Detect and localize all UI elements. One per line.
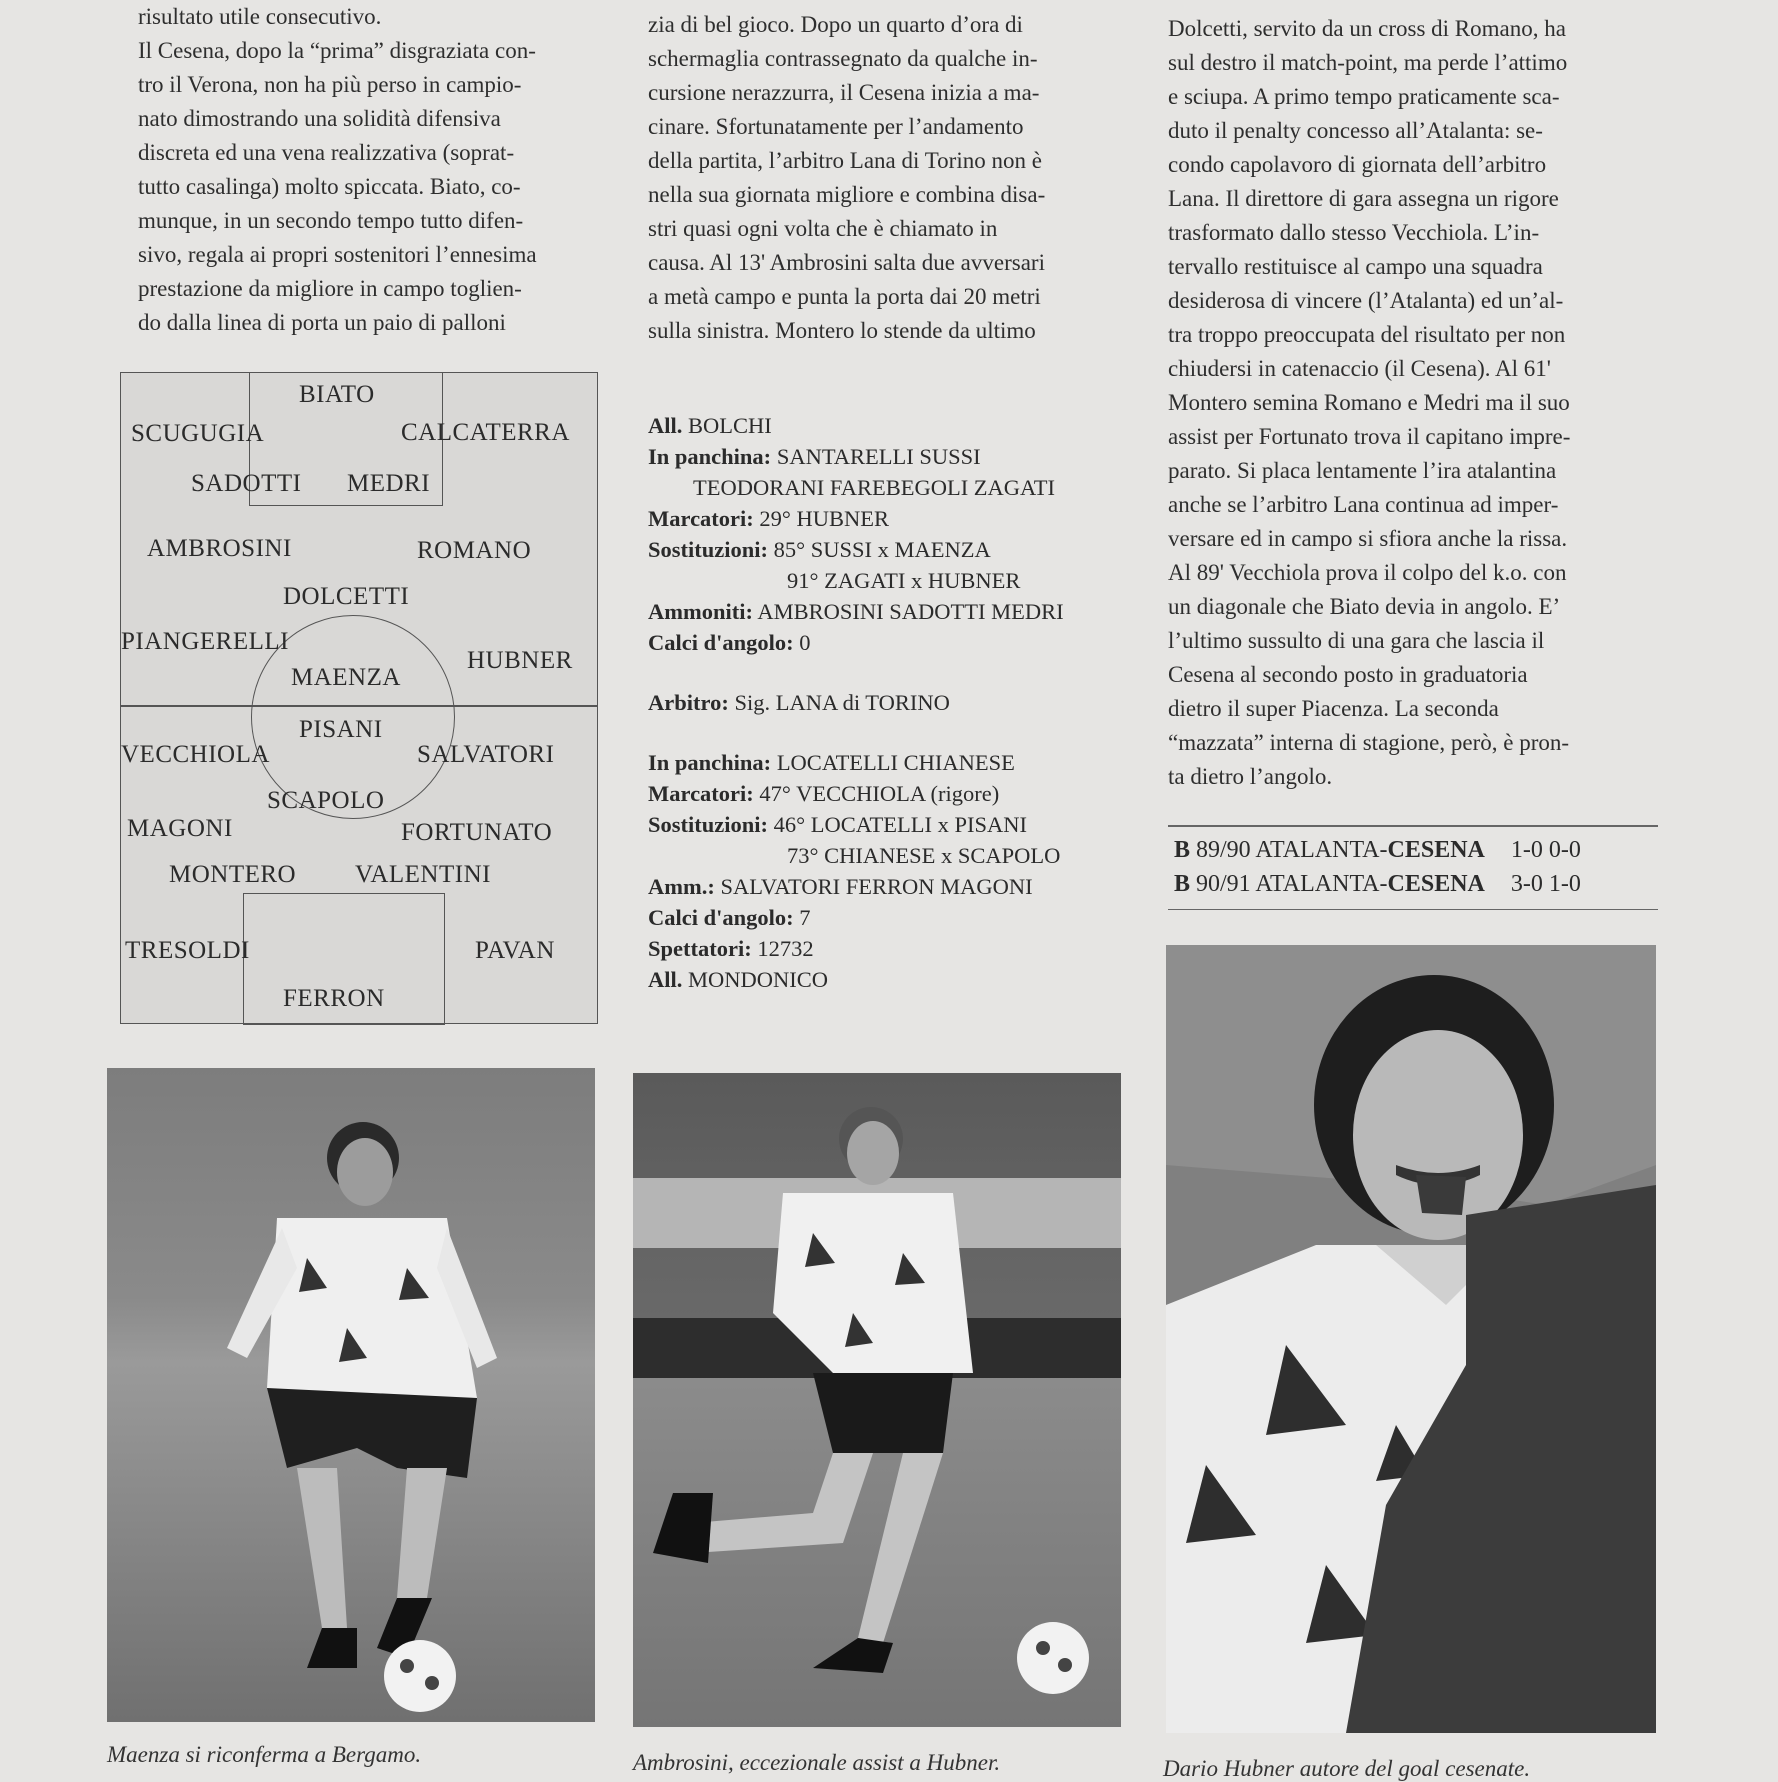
player-magoni: MAGONI bbox=[127, 815, 233, 842]
text-line: risultato utile consecutivo. bbox=[138, 4, 382, 29]
text-line: do dalla linea di porta un paio di palloni bbox=[138, 310, 506, 335]
player-calcaterra: CALCATERRA bbox=[401, 419, 570, 446]
text-line: un diagonale che Biato devia in angolo. E’ bbox=[1168, 594, 1561, 619]
player-dribbling-image bbox=[633, 1073, 1121, 1727]
text-line: schermaglia contrassegnato da qualche in- bbox=[648, 46, 1038, 71]
text-line: nato dimostrando una solidità difensiva bbox=[138, 106, 501, 131]
player-fortunato: FORTUNATO bbox=[401, 819, 553, 846]
atalanta-corners: Calci d'angolo: 7 bbox=[648, 905, 811, 930]
caption-photo-2: Ambrosini, eccezionale assist a Hubner. bbox=[633, 1750, 1001, 1775]
cesena-bench: In panchina: SANTARELLI SUSSI bbox=[648, 444, 981, 469]
text-line: discreta ed una vena realizzativa (soprat- bbox=[138, 140, 515, 165]
player-running-image bbox=[107, 1068, 595, 1722]
formation-diagram bbox=[120, 372, 598, 1024]
player-scapolo: SCAPOLO bbox=[267, 787, 385, 814]
text-line: Al 89' Vecchiola prova il colpo del k.o. con bbox=[1168, 560, 1567, 585]
atalanta-subs: Sostituzioni: 46° LOCATELLI x PISANI bbox=[648, 812, 1027, 837]
spectators: Spettatori: 12732 bbox=[648, 936, 814, 961]
player-vecchiola: VECCHIOLA bbox=[121, 741, 270, 768]
photo-maenza bbox=[107, 1068, 595, 1722]
player-sadotti: SADOTTI bbox=[191, 470, 302, 497]
text-line: zia di bel gioco. Dopo un quarto d’ora di bbox=[648, 12, 1023, 37]
player-portrait-image bbox=[1166, 945, 1656, 1733]
text-line: stri quasi ogni volta che è chiamato in bbox=[648, 216, 998, 241]
text-line: cursione nerazzurra, il Cesena inizia a ma- bbox=[648, 80, 1040, 105]
atalanta-scorers: Marcatori: 47° VECCHIOLA (rigore) bbox=[648, 781, 1000, 806]
result-row: B 90/91 ATALANTA-CESENA 3-0 1-0 bbox=[1174, 870, 1581, 897]
text-line: chiudersi in catenaccio (il Cesena). Al 61' bbox=[1168, 356, 1551, 381]
text-line: “mazzata” interna di stagione, però, è pron- bbox=[1168, 730, 1570, 755]
player-medri: MEDRI bbox=[347, 470, 431, 497]
text-line: tro il Verona, non ha più perso in campio- bbox=[138, 72, 522, 97]
player-montero: MONTERO bbox=[169, 861, 297, 888]
text-line: trasformato dallo stesso Vecchiola. L’in- bbox=[1168, 220, 1540, 245]
player-ambrosini: AMBROSINI bbox=[147, 535, 292, 562]
atalanta-coach: All. MONDONICO bbox=[648, 967, 829, 992]
text-line: anche se l’arbitro Lana continua ad imper- bbox=[1168, 492, 1559, 517]
player-piangerelli: PIANGERELLI bbox=[121, 628, 289, 655]
photo-ambrosini bbox=[633, 1073, 1121, 1727]
cesena-subs-cont: 91° ZAGATI x HUBNER bbox=[787, 568, 1021, 593]
player-maenza: MAENZA bbox=[291, 664, 401, 691]
player-salvatori: SALVATORI bbox=[417, 741, 555, 768]
text-line: prestazione da migliore in campo toglien- bbox=[138, 276, 522, 301]
cesena-subs: Sostituzioni: 85° SUSSI x MAENZA bbox=[648, 537, 991, 562]
text-line: condo capolavoro di giornata dell’arbitro bbox=[1168, 152, 1547, 177]
article-column-1 bbox=[138, 0, 608, 340]
text-line: tutto casalinga) molto spiccata. Biato, co- bbox=[138, 174, 521, 199]
result-row: B 89/90 ATALANTA-CESENA 1-0 0-0 bbox=[1174, 836, 1581, 863]
text-line: a metà campo e punta la porta dai 20 metri bbox=[648, 284, 1041, 309]
player-scugugia: SCUGUGIA bbox=[131, 420, 265, 447]
text-line: duto il penalty concesso all’Atalanta: se- bbox=[1168, 118, 1543, 143]
text-line: versare ed in campo si sfiora anche la rissa. bbox=[1168, 526, 1568, 551]
text-line: cinare. Sfortunatamente per l’andamento bbox=[648, 114, 1024, 139]
article-column-2 bbox=[648, 0, 1134, 348]
text-line: munque, in un secondo tempo tutto difen- bbox=[138, 208, 524, 233]
text-line: ta dietro l’angolo. bbox=[1168, 764, 1333, 789]
player-tresoldi: TRESOLDI bbox=[125, 937, 250, 964]
text-line: sulla sinistra. Montero lo stende da ultimo bbox=[648, 318, 1036, 343]
player-romano: ROMANO bbox=[417, 537, 532, 564]
player-ferron: FERRON bbox=[283, 985, 385, 1012]
divider bbox=[1168, 909, 1658, 911]
text-line: assist per Fortunato trova il capitano impre- bbox=[1168, 424, 1571, 449]
text-line: Montero semina Romano e Medri ma il suo bbox=[1168, 390, 1570, 415]
atalanta-booked: Amm.: SALVATORI FERRON MAGONI bbox=[648, 874, 1033, 899]
text-line: Il Cesena, dopo la “prima” disgraziata con- bbox=[138, 38, 536, 63]
article-column-3 bbox=[1168, 0, 1658, 794]
player-biato: BIATO bbox=[299, 381, 375, 408]
text-line: nella sua giornata migliore e combina disa- bbox=[648, 182, 1046, 207]
cesena-scorers: Marcatori: 29° HUBNER bbox=[648, 506, 890, 531]
text-line: della partita, l’arbitro Lana di Torino non è bbox=[648, 148, 1042, 173]
text-line: parato. Si placa lentamente l’ira atalantina bbox=[1168, 458, 1557, 483]
text-line: tervallo restituisce al campo una squadra bbox=[1168, 254, 1543, 279]
caption-photo-1: Maenza si riconferma a Bergamo. bbox=[107, 1742, 422, 1767]
cesena-bench-cont: TEODORANI FAREBEGOLI ZAGATI bbox=[693, 475, 1056, 500]
text-line: desiderosa di vincere (l’Atalanta) ed un’al- bbox=[1168, 288, 1564, 313]
player-pavan: PAVAN bbox=[475, 937, 555, 964]
caption-photo-3: Dario Hubner autore del goal cesenate. bbox=[1163, 1756, 1531, 1781]
text-line: tra troppo preoccupata del risultato per non bbox=[1168, 322, 1566, 347]
atalanta-bench: In panchina: LOCATELLI CHIANESE bbox=[648, 750, 1015, 775]
text-line: e sciupa. A primo tempo praticamente sca- bbox=[1168, 84, 1560, 109]
text-line: sul destro il match-point, ma perde l’attimo bbox=[1168, 50, 1568, 75]
cesena-booked: Ammoniti: AMBROSINI SADOTTI MEDRI bbox=[648, 599, 1064, 624]
cesena-corners: Calci d'angolo: 0 bbox=[648, 630, 811, 655]
player-dolcetti: DOLCETTI bbox=[283, 583, 410, 610]
player-valentini: VALENTINI bbox=[355, 861, 491, 888]
photo-hubner bbox=[1166, 945, 1656, 1733]
player-pisani: PISANI bbox=[299, 716, 383, 743]
text-line: l’ultimo sussulto di una gara che lascia il bbox=[1168, 628, 1545, 653]
text-line: Lana. Il direttore di gara assegna un rigore bbox=[1168, 186, 1559, 211]
results-history bbox=[1168, 825, 1658, 910]
match-info bbox=[648, 410, 1148, 995]
cesena-coach: All. BOLCHI bbox=[648, 413, 772, 438]
text-line: Cesena al secondo posto in graduatoria bbox=[1168, 662, 1528, 687]
text-line: causa. Al 13' Ambrosini salta due avversari bbox=[648, 250, 1045, 275]
text-line: sivo, regala ai propri sostenitori l’ennesima bbox=[138, 242, 537, 267]
text-line: Dolcetti, servito da un cross di Romano, ha bbox=[1168, 16, 1566, 41]
atalanta-subs-cont: 73° CHIANESE x SCAPOLO bbox=[787, 843, 1061, 868]
text-line: dietro il super Piacenza. La seconda bbox=[1168, 696, 1499, 721]
referee: Arbitro: Sig. LANA di TORINO bbox=[648, 690, 950, 715]
player-hubner: HUBNER bbox=[467, 647, 573, 674]
